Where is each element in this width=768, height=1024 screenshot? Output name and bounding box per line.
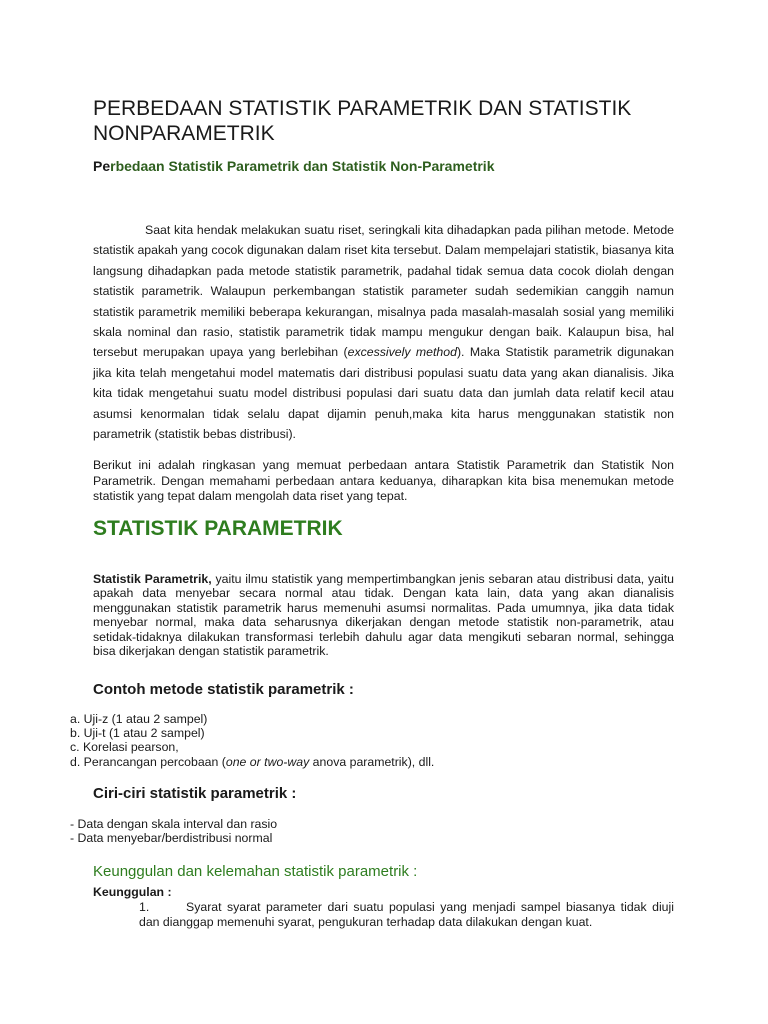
traits-heading: Ciri-ciri statistik parametrik : [93, 785, 297, 802]
example-d-italic: one or two-way [225, 754, 310, 769]
examples-list [70, 712, 434, 769]
intro-italic: excessively method [347, 345, 457, 360]
subtitle [93, 158, 494, 174]
intro-part2: ). Maka Statistik parametrik digunakan jika kita telah mengetahui model matematis dari distribusi populasi suatu data yang akan dianalisis. Jika kita tidak mengetahui suatu model distribusi populasi dari suatu data dan jumlah data relatif kecil atau asumsi kenormalan tidak selalu dapat dijamin penuh,maka kita harus menggunakan statistik non parametrik (statistik bebas distribusi). [93, 345, 674, 442]
intro-paragraph [93, 220, 674, 444]
advantage-item [139, 900, 674, 930]
subtitle-rest: rbedaan Statistik Parametrik dan Statistik Non-Parametrik [110, 158, 495, 174]
example-d-post: anova parametrik), dll. [309, 754, 435, 769]
pros-cons-heading: Keunggulan dan kelemahan statistik parametrik : [93, 863, 418, 880]
intro-part1: Saat kita hendak melakukan suatu riset, seringkali kita dihadapkan pada pilihan metode. Metode statistik apakah yang cocok digunakan dalam riset kita tersebut. Dalam mempelajari statistik, biasanya kita langsung dihadapkan pada metode statistik parametrik, padahal tidak semua data cocok diolah dengan statistik parametrik. Walaupun perkembangan statistik parameter sudah sedemikian canggih namun statistik parametrik memiliki beberapa kekurangan, misalnya pada masalah-masalah sosial yang memiliki skala nominal dan rasio, statistik parametrik tidak mampu mengukur dengan baik. Kalaupun bisa, hal tersebut merupakan upaya yang berlebihan ( [93, 223, 674, 360]
advantage-text: Syarat syarat parameter dari suatu populasi yang menjadi sampel biasanya tidak diuji dan dianggap memenuhi syarat, pengukuran terhadap data dilakukan dengan kuat. [139, 900, 674, 929]
advantage-number: 1. [139, 900, 150, 914]
list-item [70, 755, 434, 769]
section-heading: STATISTIK PARAMETRIK [93, 517, 343, 540]
page-title: PERBEDAAN STATISTIK PARAMETRIK DAN STATISTIK NONPARAMETRIK [93, 97, 632, 145]
examples-heading: Contoh metode statistik parametrik : [93, 681, 354, 698]
summary-paragraph: Berikut ini adalah ringkasan yang memuat perbedaan antara Statistik Parametrik dan Statistik Non Parametrik. Dengan memahami perbedaan antara keduanya, diharapkan kita bisa menemukan metode statistik yang tepat dalam mengolah data riset yang tepat. [93, 458, 674, 503]
definition-term: Statistik Parametrik, [93, 572, 212, 586]
list-item: c. Korelasi pearson, [70, 740, 179, 755]
traits-list [70, 817, 277, 845]
list-item: - Data dengan skala interval dan rasio [70, 817, 278, 831]
list-item: - Data menyebar/berdistribusi normal [70, 831, 273, 846]
list-item: b. Uji-t (1 atau 2 sampel) [70, 726, 205, 741]
definition-paragraph [93, 572, 674, 658]
advantages-label: Keunggulan : [93, 885, 172, 899]
example-d-pre: d. Perancangan percobaan ( [70, 754, 226, 769]
list-item: a. Uji-z (1 atau 2 sampel) [70, 712, 208, 726]
subtitle-prefix: Pe [93, 158, 111, 174]
definition-text: yaitu ilmu statistik yang mempertimbangkan jenis sebaran atau distribusi data, yaitu apakah data menyebar secara normal atau tidak. Dengan kata lain, data yang akan dianalisis menggunakan statistik parametrik harus memenuhi asumsi normalitas. Pada umumnya, jika data tidak menyebar normal, maka data seharusnya dikerjakan dengan metode statistik non-parametrik, atau setidak-tidaknya dilakukan transformasi terlebih dahulu agar data mengikuti sebaran normal, sehingga bisa dikerjakan dengan statistik parametrik. [93, 572, 674, 659]
